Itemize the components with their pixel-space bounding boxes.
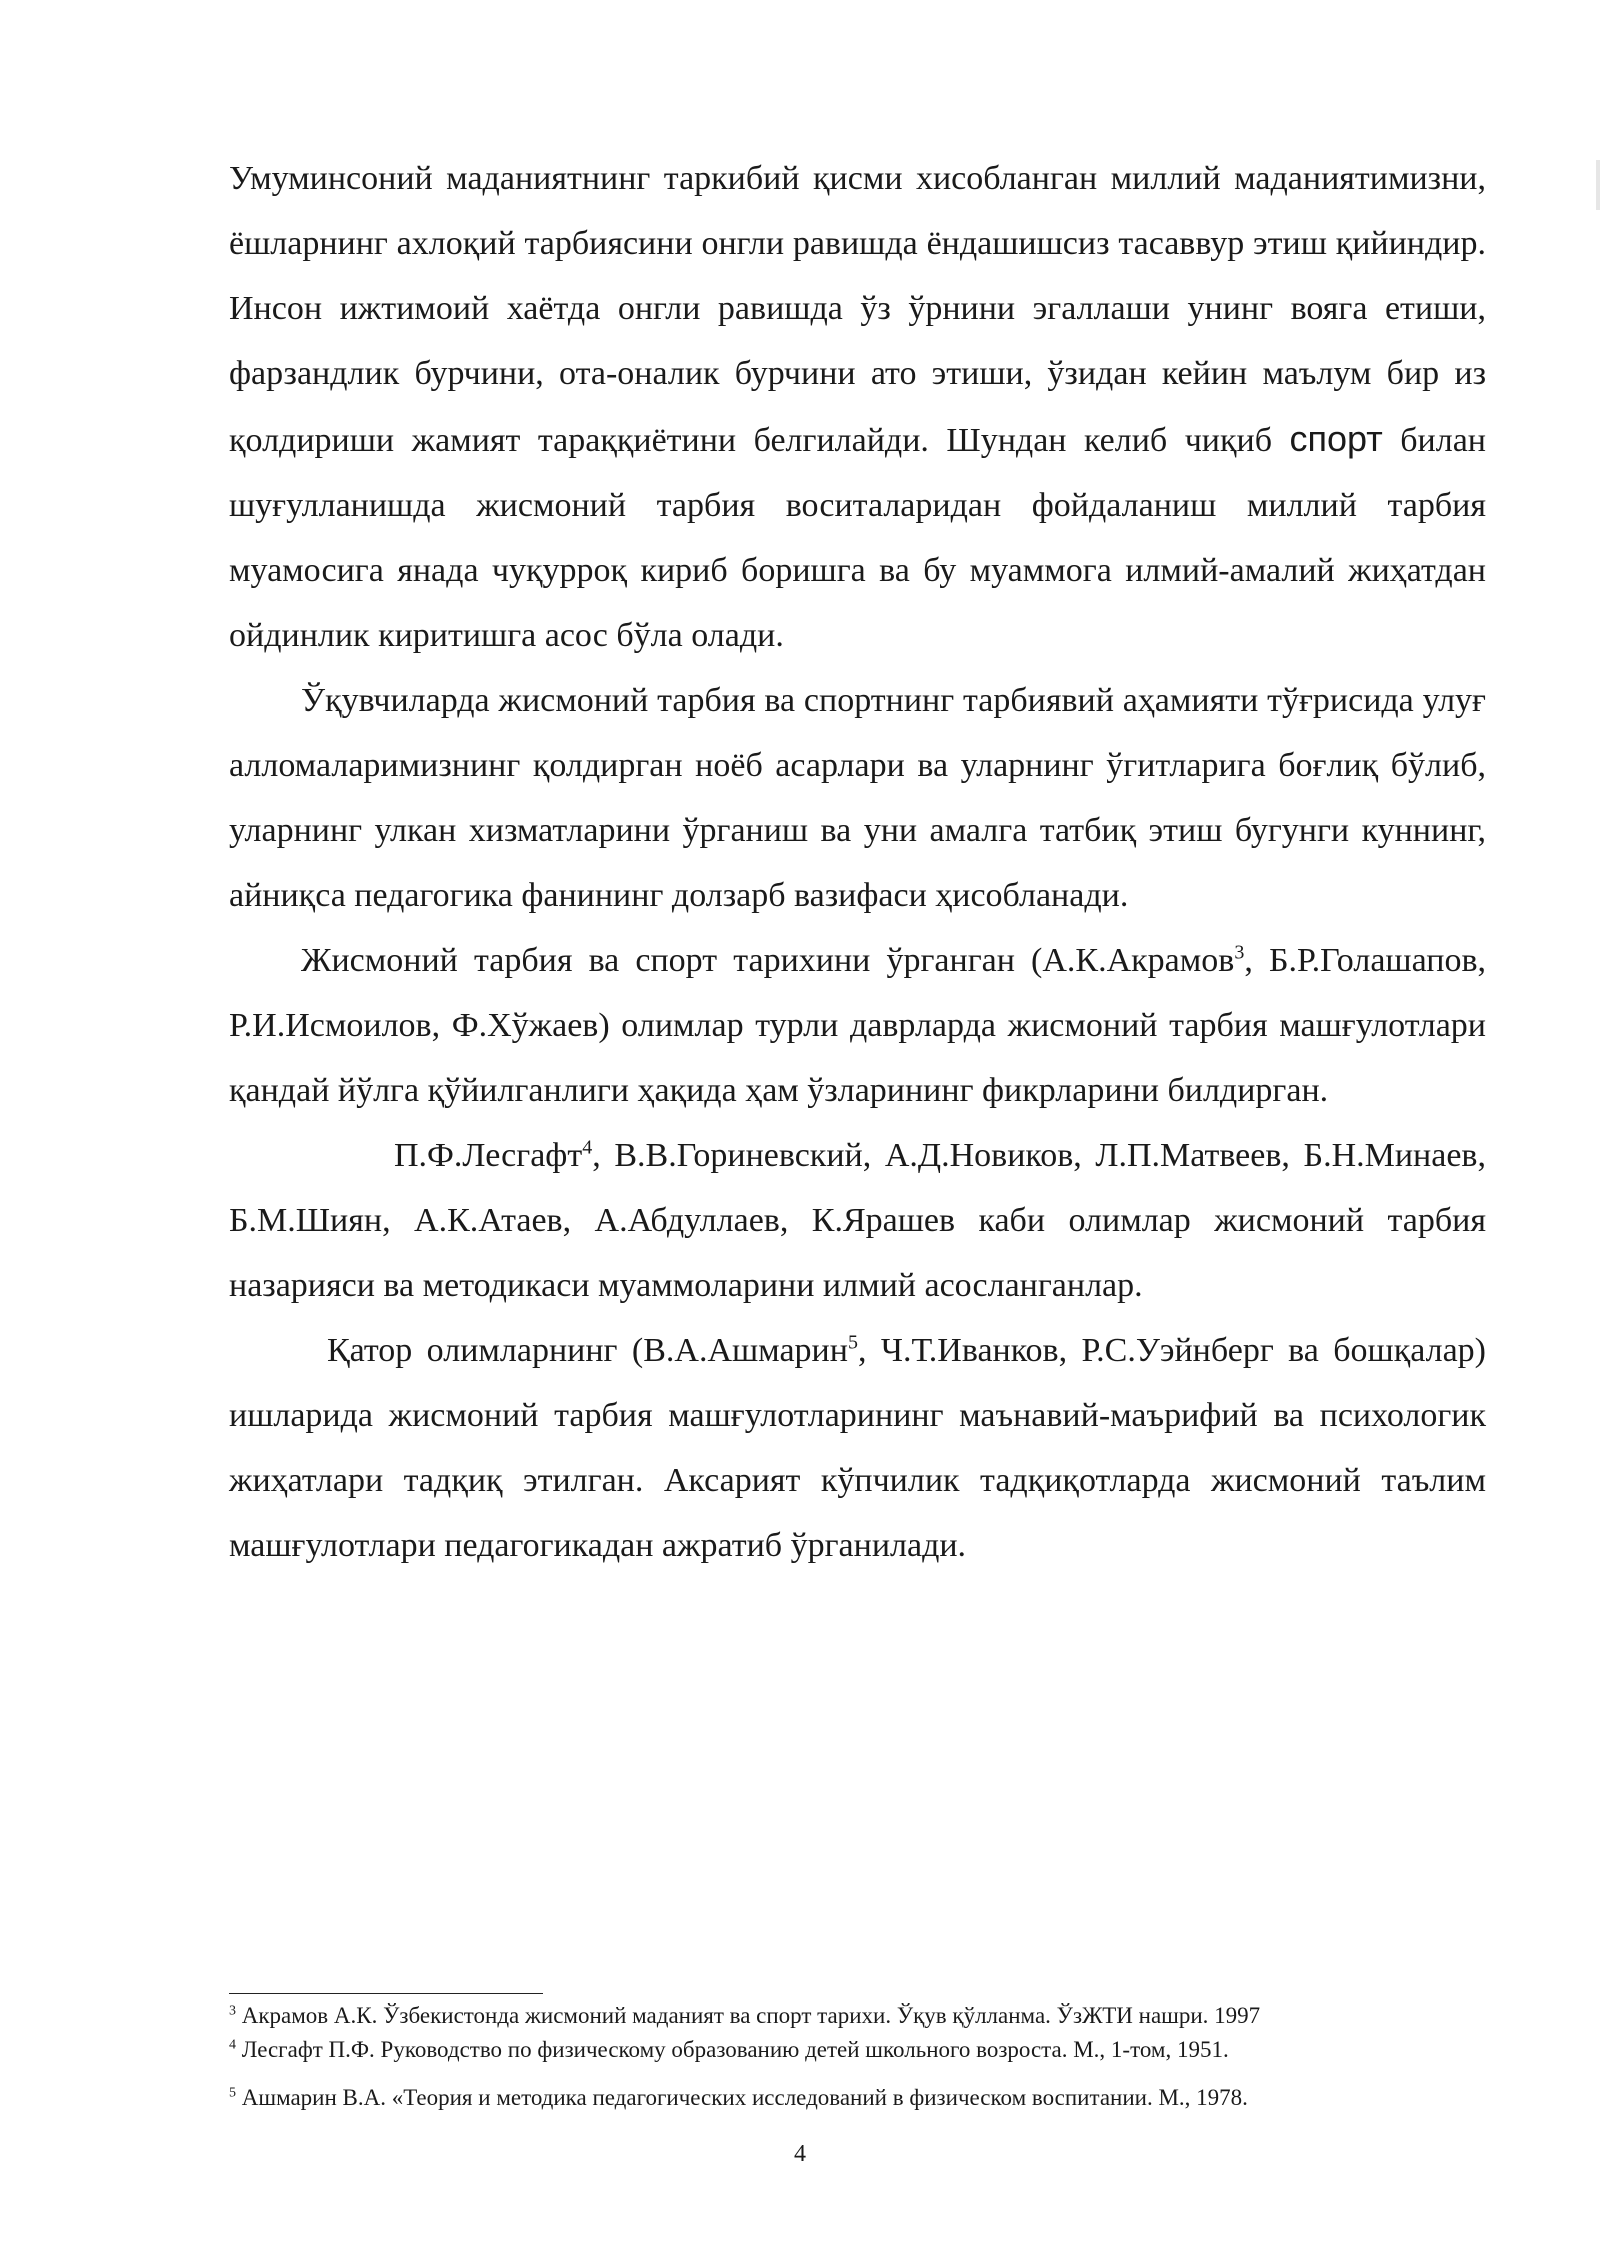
paragraph-3: [229, 928, 1486, 1123]
margin-mark: [1596, 160, 1600, 210]
footnote-ref-4[interactable]: 4: [582, 1136, 593, 1159]
body-text: [229, 146, 1486, 1578]
paragraph-2: Ўқувчиларда жисмоний тарбия ва спортнинг тарбиявий аҳамияти тўғрисида улуғ алломаларимизнинг қолдирган ноёб асарлари ва уларнинг ўгитларига боғлиқ бўлиб, уларнинг улкан хизматларини ўрганиш ва уни амалга татбиқ этиш бугунги куннинг, айниқса педагогика фанининг долзарб вазифаси ҳисобланади.: [229, 682, 1486, 914]
footnote-3-text: Акрамов А.К. Ўзбекистонда жисмоний маданият ва спорт тарихи. Ўқув қўлланма. ЎзЖТИ нашри. 1997: [236, 2003, 1261, 2028]
footnotes: [229, 1999, 1529, 2115]
paragraph-3-text-end: , Б.Р.Голашапов, Р.И.Исмоилов, Ф.Хўжаев) олимлар турли даврларда жисмоний тарбия машғулотлари қандай йўлга қўйилганлиги ҳақида ҳам ўзларининг фикрларини билдирган.: [229, 942, 1486, 1109]
paragraph-1-highlight-word: спорт: [1289, 418, 1383, 459]
paragraph-4-text-end: , В.В.Гориневский, А.Д.Новиков, Л.П.Матвеев, Б.Н.Минаев, Б.М.Шиян, А.К.Атаев, А.Абдуллаев, К.Ярашев каби олимлар жисмоний тарбия назарияси ва методикаси муаммоларини илмий асосланганлар.: [229, 1137, 1486, 1304]
footnote-separator: [229, 1993, 543, 1994]
footnote-4: [229, 2033, 1529, 2067]
footnote-5: [229, 2081, 1529, 2115]
paragraph-5-text: Қатор олимларнинг (В.А.Ашмарин: [327, 1332, 848, 1369]
paragraph-1-text: Умуминсоний маданиятнинг таркибий қисми хисобланган миллий маданиятимизни, ёшларнинг ахлоқий тарбиясини онгли равишда ёндашишсиз тасаввур этиш қийиндир. Инсон ижтимоий хаётда онгли равишда ўз ўрнини эгаллаши унинг вояга етиши, фарзандлик бурчини, ота-оналик бурчини ато этиши, ўзидан кейин маълум бир из қолдириши жамият тараққиётини белгилайди. Шундан келиб чиқиб: [229, 160, 1486, 459]
paragraph-1-text-end: билан шуғулланишда жисмоний тарбия воситаларидан фойдаланиш миллий тарбия муамосига янада чуқурроқ кириб боришга ва бу муаммога илмий-амалий жиҳатдан ойдинлик киритишга асос бўла олади.: [229, 422, 1486, 654]
footnote-5-number: 5: [229, 2085, 236, 2101]
footnote-ref-5[interactable]: 5: [847, 1331, 858, 1354]
paragraph-5: [229, 1318, 1486, 1578]
paragraph-5-text-end: , Ч.Т.Иванков, Р.С.Уэйнберг ва бошқалар) ишларида жисмоний тарбия машғулотларининг маънавий-маърифий ва психологик жиҳатлари тадқиқ этилган. Аксарият кўпчилик тадқиқотларда жисмоний таълим машғулотлари педагогикадан ажратиб ўрганилади.: [229, 1332, 1487, 1564]
page-number: 4: [794, 2141, 806, 2167]
paragraph-4: [229, 1123, 1486, 1318]
footnote-4-text: Лесгафт П.Ф. Руководство по физическому образованию детей школьного возроста. М., 1-том, 1951.: [236, 2037, 1229, 2062]
footnote-4-number: 4: [229, 2037, 236, 2053]
footnote-ref-3[interactable]: 3: [1234, 941, 1245, 964]
paragraph-1: [229, 146, 1486, 668]
paragraph-3-text: Жисмоний тарбия ва спорт тарихини ўрганган (А.К.Акрамов: [301, 942, 1235, 979]
footnote-3: [229, 1999, 1529, 2033]
footnote-5-text: Ашмарин В.А. «Теория и методика педагогических исследований в физическом воспитании. М., 1978.: [236, 2085, 1248, 2110]
paragraph-4-text: П.Ф.Лесгафт: [394, 1137, 583, 1174]
footnote-3-number: 3: [229, 2003, 236, 2019]
